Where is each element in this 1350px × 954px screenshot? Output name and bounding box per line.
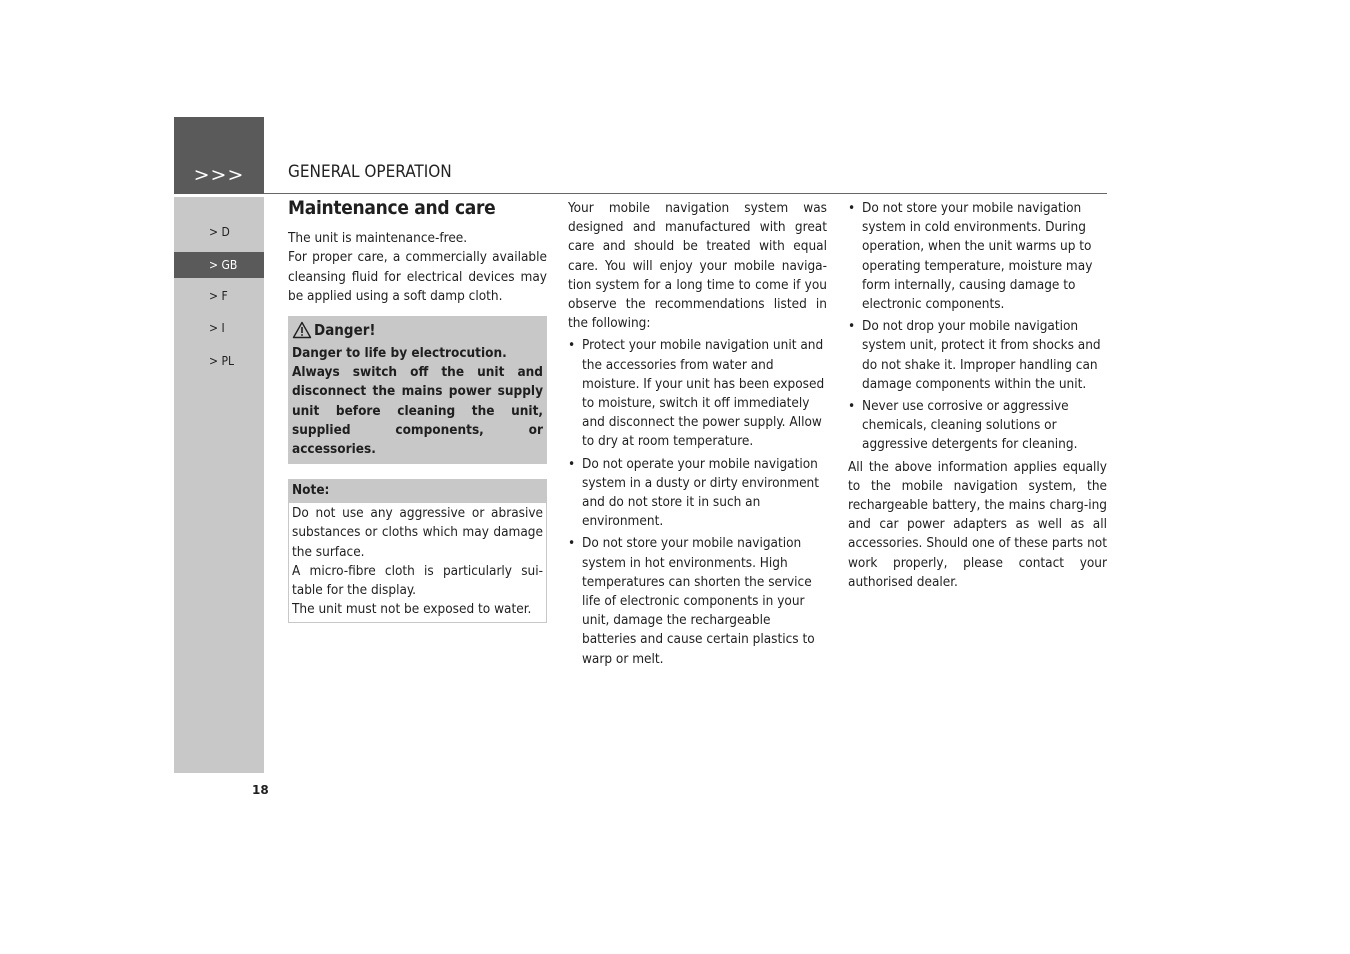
section-title: GENERAL OPERATION: [288, 162, 452, 182]
sidebar-item-i[interactable]: > I: [209, 321, 225, 335]
danger-title-text: Danger!: [314, 321, 376, 340]
intro-paragraph: Your mobile navigation system was designed and manufactured with great care and should be treated with equal care. You will enjoy your mobile naviga-tion system for a long time to come if you observe the recommendations listed in the following:: [568, 200, 827, 332]
note-text: A micro-fibre cloth is particularly sui-table for the display.: [292, 562, 543, 599]
warning-triangle-icon: [292, 321, 312, 339]
note-title: Note:: [289, 480, 546, 503]
sidebar-item-f[interactable]: > F: [209, 289, 228, 303]
paragraph: The unit is maintenance-free.: [288, 230, 468, 247]
column-3: [848, 199, 1107, 592]
sidebar-item-pl[interactable]: > PL: [209, 354, 234, 368]
danger-title: [292, 316, 543, 344]
closing-paragraph: All the above information applies equally to the mobile navigation system, the rechargeable battery, the mains charg-ing and car power adapters as well as all accessories. Should one of these parts not work properly, please contact your authorised dealer.: [848, 458, 1107, 590]
danger-text: Danger to life by electrocution.: [292, 345, 507, 362]
sidebar-item-gb[interactable]: > GB: [174, 252, 264, 278]
header-divider: [264, 193, 1107, 194]
danger-text: Always switch off the unit and disconnect the mains power supply unit before cleaning the unit, supplied components, or accessories.: [292, 364, 543, 458]
list-item: • Do not operate your mobile navigation system in a dusty or dirty environment and do not store it in such an environment.: [568, 455, 827, 532]
chevrons: >>>: [193, 164, 245, 186]
list-item: • Do not drop your mobile navigation system unit, protect it from shocks and do not shake it. Improper handling can damage components within the unit.: [848, 317, 1107, 394]
danger-box: [288, 316, 547, 464]
sidebar-item-d[interactable]: > D: [209, 225, 230, 239]
list-item: • Never use corrosive or aggressive chemicals, cleaning solutions or aggressive detergents for cleaning.: [848, 397, 1107, 455]
list-item: • Do not store your mobile navigation system in cold environments. During operation, when the unit warms up to operating temperature, moisture may form internally, causing damage to electronic components.: [848, 199, 1107, 314]
recommendation-list: [568, 336, 827, 668]
column-1: [288, 199, 547, 623]
paragraph: For proper care, a commercially available cleansing fluid for electrical devices may be applied using a soft damp cloth.: [288, 249, 547, 304]
column-2: [568, 199, 827, 672]
list-item: • Protect your mobile navigation unit and the accessories from water and moisture. If your unit has been exposed to moisture, switch it off immediately and disconnect the power supply. Allow to dry at room temperature.: [568, 336, 827, 451]
header-tab: [174, 117, 264, 194]
recommendation-list: [848, 199, 1107, 455]
page-number: 18: [252, 783, 269, 797]
note-text: The unit must not be exposed to water.: [292, 601, 532, 618]
note-text: Do not use any aggressive or abrasive substances or cloths which may damage the surface.: [292, 505, 543, 560]
note-box: [288, 479, 547, 623]
language-sidebar: [174, 197, 264, 773]
page-heading: Maintenance and care: [288, 197, 496, 219]
list-item: • Do not store your mobile navigation system in hot environments. High temperatures can shorten the service life of electronic components in your unit, damage the rechargeable batteries and cause certain plastics to warp or melt.: [568, 534, 827, 668]
